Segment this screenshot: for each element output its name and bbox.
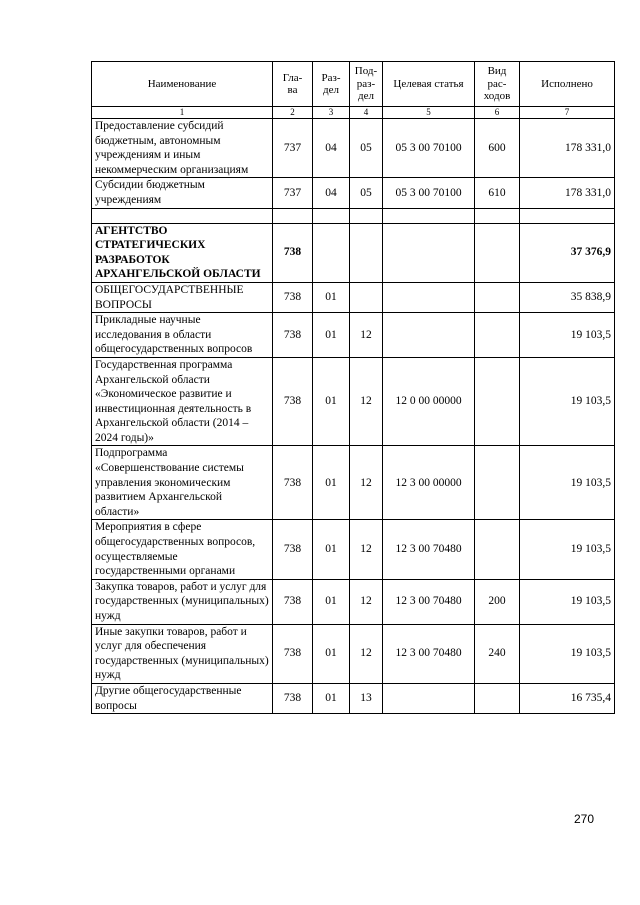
cell-razdel: 04 xyxy=(313,119,350,178)
cell-vid xyxy=(475,208,520,223)
cell-razdel: 01 xyxy=(313,683,350,713)
cell-glava: 738 xyxy=(273,223,313,282)
cell-glava: 737 xyxy=(273,178,313,208)
column-number: 4 xyxy=(350,107,383,119)
table-row xyxy=(92,446,615,520)
cell-vid xyxy=(475,313,520,358)
cell-celevaya: 12 3 00 00000 xyxy=(383,446,475,520)
table-body xyxy=(92,119,615,714)
cell-vid xyxy=(475,357,520,446)
cell-name xyxy=(92,208,273,223)
cell-glava: 738 xyxy=(273,446,313,520)
cell-celevaya: 12 3 00 70480 xyxy=(383,624,475,683)
cell-ispolneno: 16 735,4 xyxy=(520,683,615,713)
cell-celevaya: 05 3 00 70100 xyxy=(383,178,475,208)
table-row xyxy=(92,119,615,178)
cell-podrazdel: 12 xyxy=(350,313,383,358)
cell-razdel: 01 xyxy=(313,282,350,312)
cell-podrazdel: 13 xyxy=(350,683,383,713)
cell-ispolneno: 19 103,5 xyxy=(520,624,615,683)
cell-podrazdel: 05 xyxy=(350,119,383,178)
cell-vid: 240 xyxy=(475,624,520,683)
cell-vid: 610 xyxy=(475,178,520,208)
cell-glava: 738 xyxy=(273,624,313,683)
table-row xyxy=(92,520,615,579)
column-number: 7 xyxy=(520,107,615,119)
header-vid: Вид рас- ходов xyxy=(475,62,520,107)
column-number: 3 xyxy=(313,107,350,119)
table-header-row xyxy=(92,62,615,107)
table-row xyxy=(92,313,615,358)
cell-name: АГЕНТСТВО СТРАТЕГИЧЕСКИХ РАЗРАБОТОК АРХАНГЕЛЬСКОЙ ОБЛАСТИ xyxy=(92,223,273,282)
cell-vid xyxy=(475,520,520,579)
page-number: 270 xyxy=(574,812,595,826)
cell-razdel xyxy=(313,223,350,282)
cell-celevaya: 12 3 00 70480 xyxy=(383,520,475,579)
cell-vid xyxy=(475,282,520,312)
table-row xyxy=(92,282,615,312)
table-row xyxy=(92,683,615,713)
cell-podrazdel: 12 xyxy=(350,579,383,624)
cell-glava: 738 xyxy=(273,313,313,358)
cell-ispolneno: 178 331,0 xyxy=(520,119,615,178)
header-name: Наименование xyxy=(92,62,273,107)
cell-razdel: 04 xyxy=(313,178,350,208)
cell-podrazdel xyxy=(350,208,383,223)
column-number-row xyxy=(92,107,615,119)
table-row xyxy=(92,223,615,282)
cell-glava: 738 xyxy=(273,520,313,579)
cell-glava: 738 xyxy=(273,579,313,624)
cell-celevaya xyxy=(383,683,475,713)
cell-podrazdel: 05 xyxy=(350,178,383,208)
cell-name: Мероприятия в сфере общегосударственных вопросов, осуществляемые государственными органами xyxy=(92,520,273,579)
cell-ispolneno: 19 103,5 xyxy=(520,357,615,446)
cell-vid xyxy=(475,446,520,520)
cell-podrazdel: 12 xyxy=(350,520,383,579)
cell-glava: 737 xyxy=(273,119,313,178)
cell-name: Подпрограмма «Совершенствование системы управления экономическим развитием Архангельской области» xyxy=(92,446,273,520)
cell-ispolneno: 19 103,5 xyxy=(520,446,615,520)
table-row xyxy=(92,178,615,208)
cell-ispolneno: 19 103,5 xyxy=(520,520,615,579)
cell-celevaya xyxy=(383,223,475,282)
cell-vid: 200 xyxy=(475,579,520,624)
cell-name: Другие общегосударственные вопросы xyxy=(92,683,273,713)
cell-vid xyxy=(475,683,520,713)
cell-ispolneno xyxy=(520,208,615,223)
cell-razdel: 01 xyxy=(313,624,350,683)
cell-name: Закупка товаров, работ и услуг для государственных (муниципальных) нужд xyxy=(92,579,273,624)
header-podrazdel: Под- раз- дел xyxy=(350,62,383,107)
cell-glava: 738 xyxy=(273,357,313,446)
cell-name: Иные закупки товаров, работ и услуг для обеспечения государственных (муниципальных) нужд xyxy=(92,624,273,683)
table-row xyxy=(92,208,615,223)
table-row xyxy=(92,624,615,683)
header-ispolneno: Исполнено xyxy=(520,62,615,107)
cell-name: ОБЩЕГОСУДАРСТВЕННЫЕ ВОПРОСЫ xyxy=(92,282,273,312)
cell-name: Субсидии бюджетным учреждениям xyxy=(92,178,273,208)
cell-podrazdel xyxy=(350,282,383,312)
cell-razdel: 01 xyxy=(313,446,350,520)
cell-celevaya xyxy=(383,282,475,312)
column-number: 5 xyxy=(383,107,475,119)
column-number: 2 xyxy=(273,107,313,119)
column-number: 1 xyxy=(92,107,273,119)
column-number: 6 xyxy=(475,107,520,119)
cell-podrazdel: 12 xyxy=(350,624,383,683)
budget-execution-table xyxy=(91,61,615,714)
cell-glava: 738 xyxy=(273,683,313,713)
cell-vid: 600 xyxy=(475,119,520,178)
cell-celevaya xyxy=(383,208,475,223)
cell-celevaya: 05 3 00 70100 xyxy=(383,119,475,178)
cell-ispolneno: 19 103,5 xyxy=(520,579,615,624)
cell-name: Государственная программа Архангельской области «Экономическое развитие и инвестиционная деятельность в Архангельской области (2014 – 2024 годы)» xyxy=(92,357,273,446)
cell-razdel xyxy=(313,208,350,223)
table-row xyxy=(92,357,615,446)
cell-razdel: 01 xyxy=(313,357,350,446)
cell-celevaya: 12 0 00 00000 xyxy=(383,357,475,446)
cell-name: Предоставление субсидий бюджетным, автономным учреждениям и иным некоммерческим организациям xyxy=(92,119,273,178)
cell-razdel: 01 xyxy=(313,579,350,624)
cell-podrazdel xyxy=(350,223,383,282)
table-row xyxy=(92,579,615,624)
header-razdel: Раз- дел xyxy=(313,62,350,107)
cell-razdel: 01 xyxy=(313,313,350,358)
cell-glava: 738 xyxy=(273,282,313,312)
cell-ispolneno: 37 376,9 xyxy=(520,223,615,282)
cell-ispolneno: 35 838,9 xyxy=(520,282,615,312)
header-glava: Гла- ва xyxy=(273,62,313,107)
cell-podrazdel: 12 xyxy=(350,357,383,446)
cell-name: Прикладные научные исследования в области общегосударственных вопросов xyxy=(92,313,273,358)
header-celevaya: Целевая статья xyxy=(383,62,475,107)
cell-celevaya xyxy=(383,313,475,358)
cell-celevaya: 12 3 00 70480 xyxy=(383,579,475,624)
cell-podrazdel: 12 xyxy=(350,446,383,520)
cell-razdel: 01 xyxy=(313,520,350,579)
cell-ispolneno: 19 103,5 xyxy=(520,313,615,358)
cell-ispolneno: 178 331,0 xyxy=(520,178,615,208)
cell-vid xyxy=(475,223,520,282)
cell-glava xyxy=(273,208,313,223)
